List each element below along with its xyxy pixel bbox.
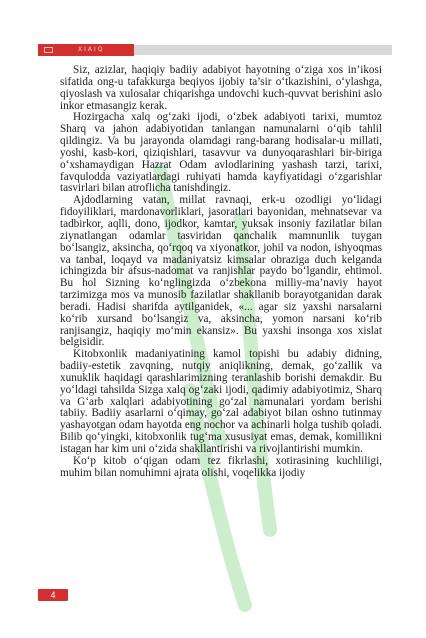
paragraph: Ko‘p kitob o‘qigan odam tez fikrlashi, xotirasining kuchliligi, muhim bilan nomuhimni ajrata olishi, voqelikka ijodiy: [60, 454, 382, 479]
paragraph: Kitobxonlik madaniyatining kamol topishi bu adabiy didning, badiiy-estetik zavqning, nutqiy aniqlikning, demak, go‘zallik va xunuklik haqidagi qarashlarimizning teranlashib borishi demakdir. Bu yo‘ldagi tahsilda Sizga xalq og‘zaki ijodi, qadimiy adabiyotimiz, Sharq va G‘arb xalqlari adabiyotining go‘zal namunalari yordam berishi tabiiy. Badiiy asarlarni o‘qimay, go‘zal adabiyot bilan oshno tutinmay yashayotgan odam hayotda eng nochor va achinarli holga tushib qoladi. Bilib qo‘yingki, kitobxonlik tug‘ma xususiyat emas, demak, komillikni istagan har kim uni o‘zida shakllantirishi va rivojlantirishi mumkin.: [60, 348, 382, 455]
body-text: [60, 65, 382, 480]
page-number: 4: [50, 590, 56, 600]
paragraph: Ajdodlarning vatan, millat ravnaqi, erk-u ozodligi yo‘lidagi fidoyiliklari, mardonavorliklari, jasoratlari bayonidan, mehnatsevar va tadbirkor, aqlli, dono, ijodkor, kamtar, yuksak insoniy fazilatlar bilan ziynatlangan odamlar tasviridan qanchalik mamnunlik tuygan bo‘lsangiz, aksincha, qo‘rqoq va xiyonatkor, johil va nodon, ishyoqmas va tanbal, loqayd va madaniyatsiz kimsalar obraziga duch kelganda ichingizda bir afsus-nadomat va ranjishlar paydo bo‘lgandir, ehtimol. Bu hol Sizning ko‘nglingizda o‘zbekona milliy-ma’naviy hayot tarzimizga mos va munosib fazilatlar shakllanib borayotganidan darak beradi. Hadisi sharifda aytilganidek, «... agar siz yaxshi narsalarni ko‘rib xursand bo‘lsangiz va, aksincha, yomon narsani ko‘rib ranjisangiz, haqiqiy mo‘min ekansiz». Bu yaxshi insonga xos xislat belgisidir.: [60, 194, 382, 349]
paragraph: Siz, azizlar, haqiqiy badiiy adabiyot hayotning o‘ziga xos in’ikosi sifatida ong-u tafakkurga beqiyos ijobiy ta’sir o‘tkazishini, o‘ylashga, qiyoslash va xulosalar chiqarishga undovchi kuch-quvvat berishini aslo inkor etmasangiz kerak.: [60, 64, 382, 112]
book-icon: [44, 47, 53, 53]
section-label: XIAIQ: [78, 46, 105, 53]
paragraph: Hozirgacha xalq og‘zaki ijodi, o‘zbek adabiyoti tarixi, mumtoz Sharq va jahon adabiyotidan tanlangan namunalarni o‘qib tahlil qildingiz. Va bu jarayonda olamdagi rang-barang hodisalar-u millati, yoshi, kasb-kori, qiziqishlari, tasavvur va dunyoqarashlari bir-biriga o‘xshamaydigan Hazrat Odam avlodlarining yashash tarzi, tarixi, favqulodda vaziyatlardagi ruhiyati hamda kayfiyatidagi o‘zgarishlar tasvirlari bilan atroflicha tanishdingiz.: [60, 111, 382, 195]
